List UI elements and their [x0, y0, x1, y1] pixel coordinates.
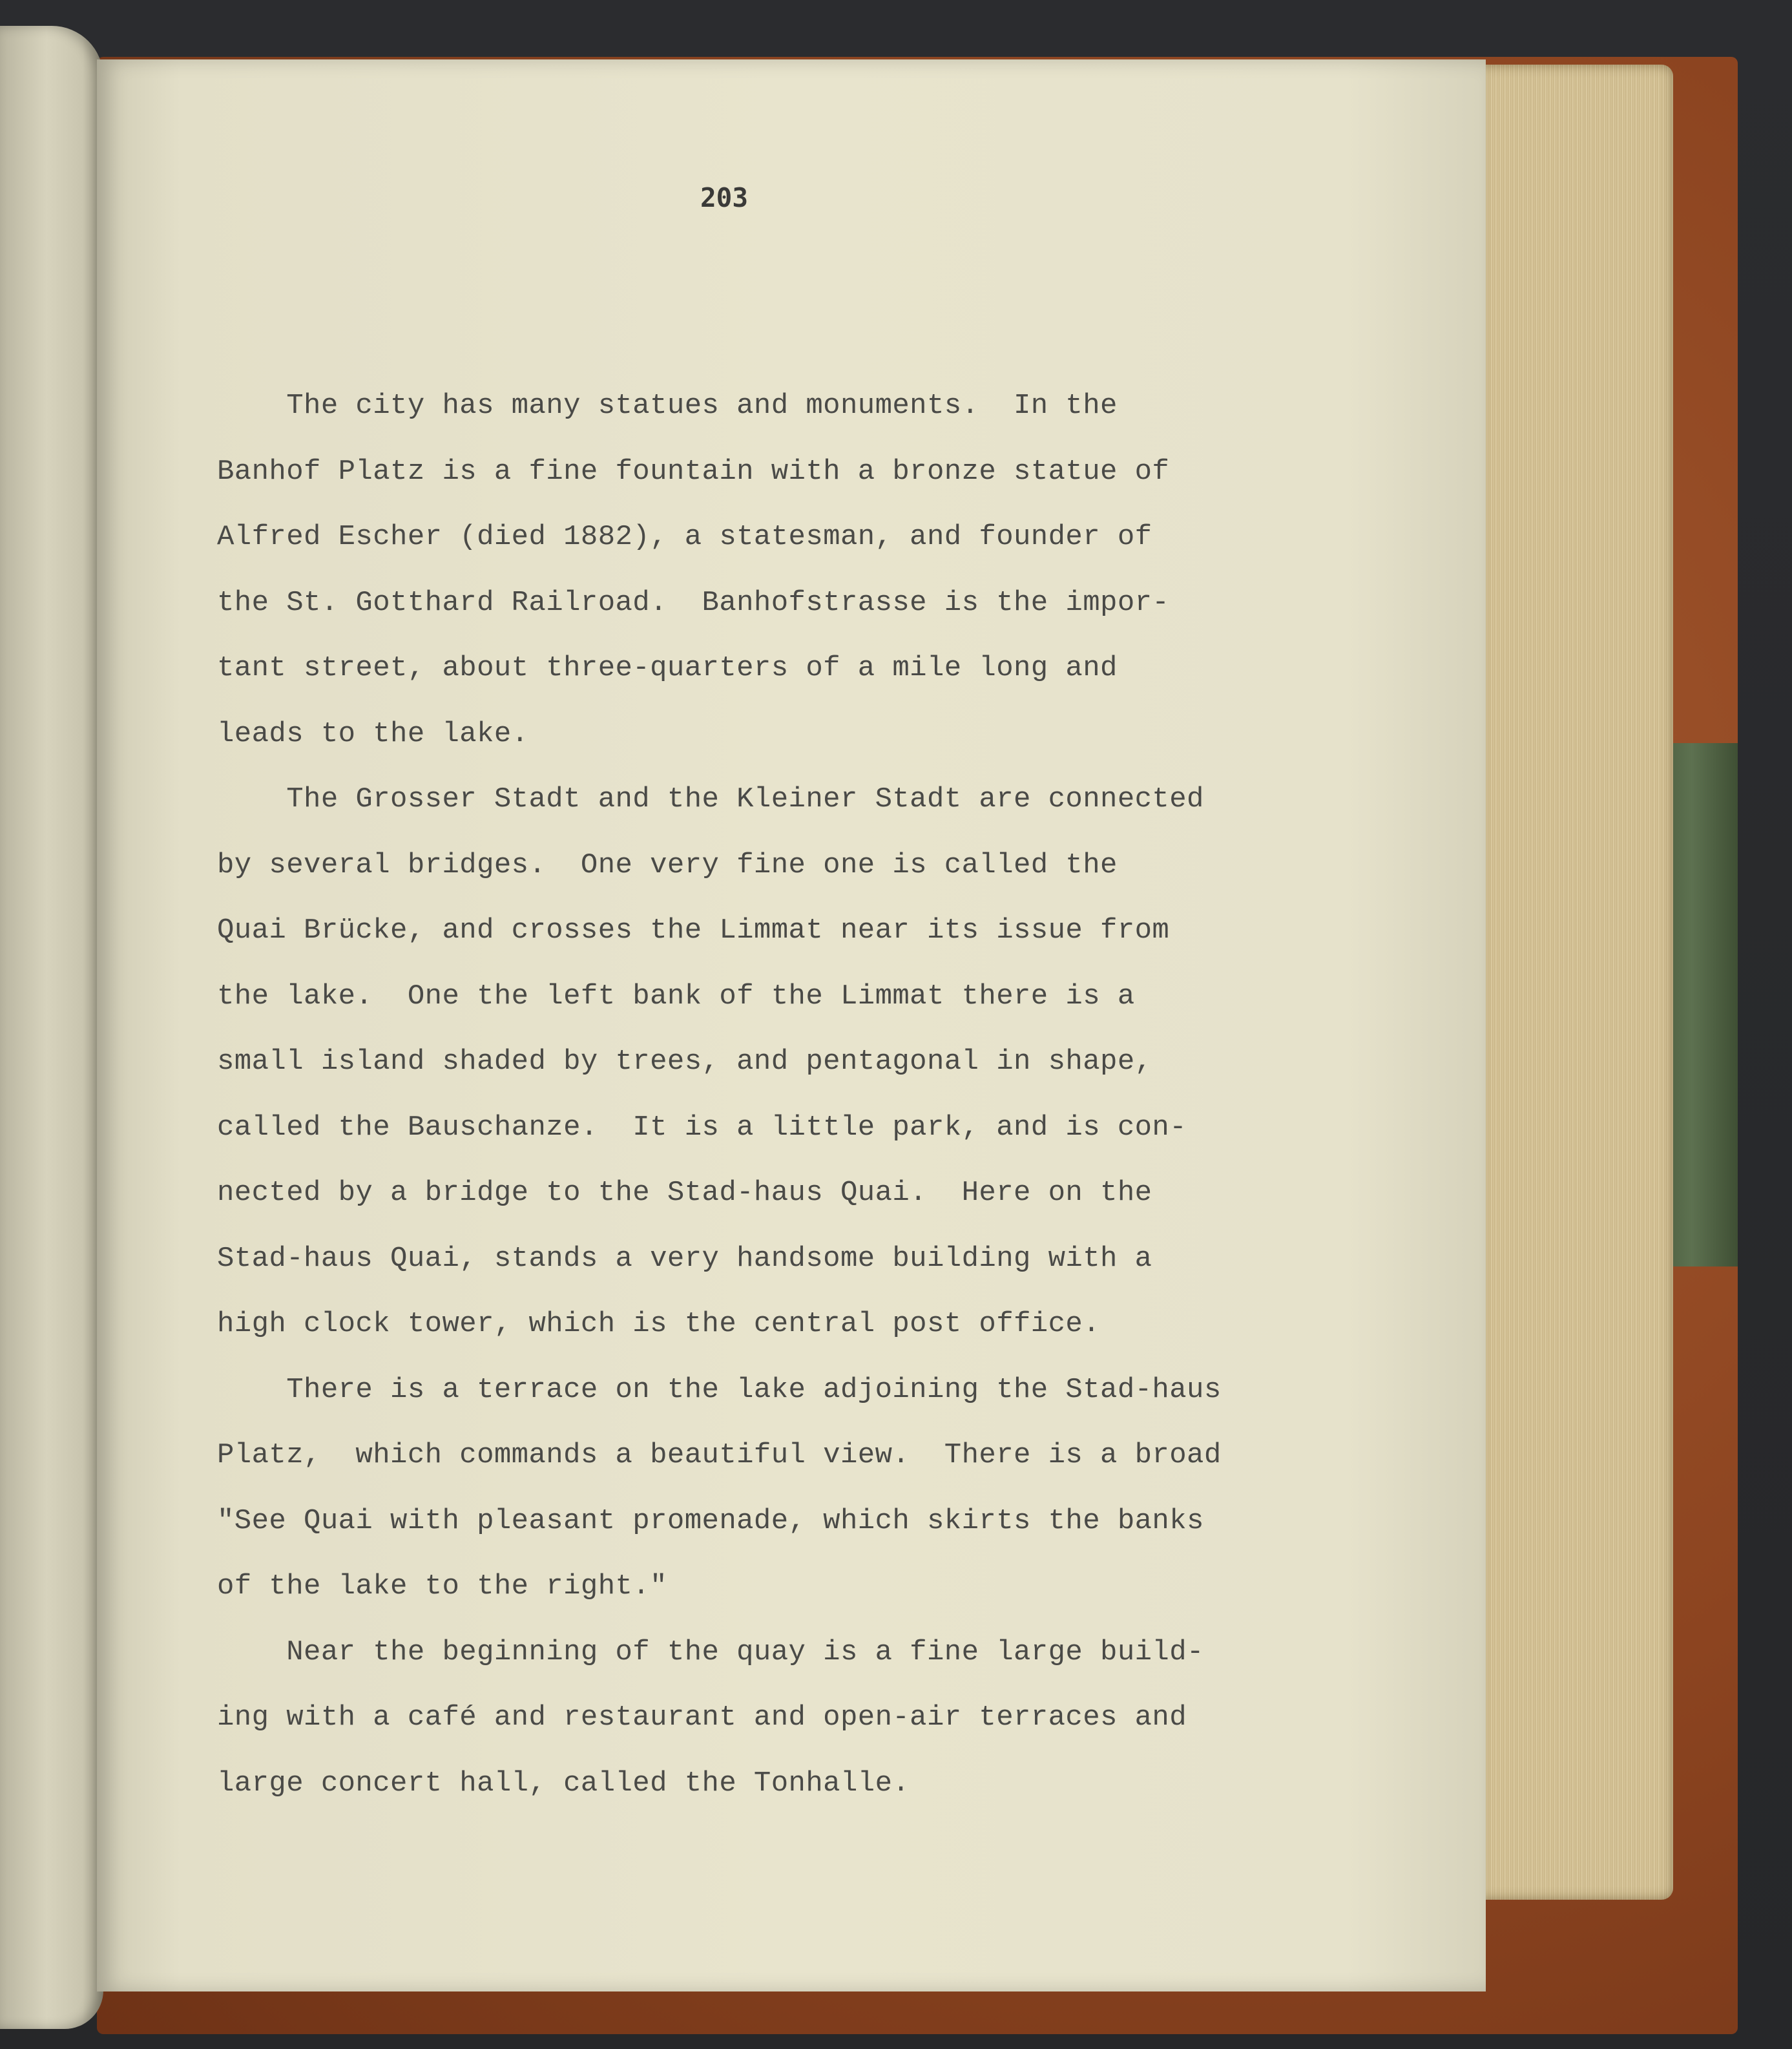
text-line: Quai Brücke, and crosses the Limmat near its issue from — [217, 914, 1170, 947]
text-line: high clock tower, which is the central post office. — [217, 1308, 1101, 1340]
text-line: Alfred Escher (died 1882), a statesman, and founder of — [217, 521, 1152, 553]
text-line: Near the beginning of the quay is a fine large build- — [217, 1635, 1204, 1668]
text-line: of the lake to the right." — [217, 1570, 667, 1602]
text-line: There is a terrace on the lake adjoining the Stad-haus — [217, 1373, 1222, 1406]
text-line: small island shaded by trees, and pentagonal in shape, — [217, 1046, 1152, 1078]
text-line: the lake. One the left bank of the Limmat there is a — [217, 980, 1135, 1013]
text-line: The city has many statues and monuments. In the — [217, 390, 1118, 422]
text-line: ing with a café and restaurant and open-air terraces and — [217, 1701, 1187, 1734]
text-line: by several bridges. One very fine one is called the — [217, 848, 1118, 881]
text-line: Banhof Platz is a fine fountain with a bronze statue of — [217, 455, 1170, 488]
text-line: The Grosser Stadt and the Kleiner Stadt are connected — [217, 783, 1204, 815]
page-edges — [1479, 65, 1673, 1900]
text-line: tant street, about three-quarters of a mile long and — [217, 652, 1118, 684]
text-line: called the Bauschanze. It is a little park, and is con- — [217, 1111, 1187, 1144]
text-line: the St. Gotthard Railroad. Banhofstrasse is the impor- — [217, 586, 1170, 619]
text-line: nected by a bridge to the Stad-haus Quai. Here on the — [217, 1177, 1152, 1209]
text-line: large concert hall, called the Tonhalle. — [217, 1767, 910, 1800]
text-line: "See Quai with pleasant promenade, which skirts the banks — [217, 1504, 1204, 1537]
left-page-edge — [0, 26, 103, 2029]
page-number: 203 — [700, 182, 749, 213]
typed-text-block — [217, 373, 1222, 1816]
text-line: leads to the lake. — [217, 717, 529, 750]
text-line: Stad-haus Quai, stands a very handsome building with a — [217, 1242, 1152, 1275]
text-line: Platz, which commands a beautiful view. There is a broad — [217, 1439, 1222, 1471]
